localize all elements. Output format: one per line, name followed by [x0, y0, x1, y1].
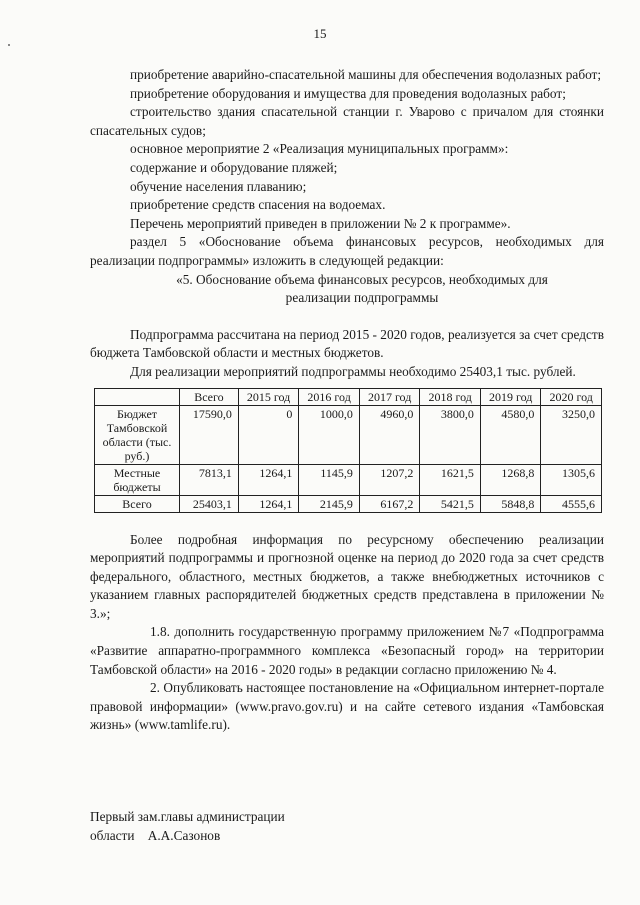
paragraph: обучение населения плаванию;	[130, 178, 307, 194]
section-heading: «5. Обоснование объема финансовых ресурсов, необходимых для	[176, 271, 548, 287]
table-cell: 5848,8	[480, 495, 541, 512]
table-header-cell: 2020 год	[541, 388, 602, 405]
paragraph: Перечень мероприятий приведен в приложении № 2 к программе».	[130, 215, 511, 231]
section-heading: реализации подпрограммы	[285, 290, 439, 306]
row-label: Бюджет Тамбовской области (тыс. руб.)	[95, 405, 180, 464]
table-row	[95, 405, 602, 464]
table-cell: 1145,9	[299, 464, 360, 495]
table-cell: 5421,5	[420, 495, 481, 512]
table-cell: 3250,0	[541, 405, 602, 464]
paragraph: основное мероприятие 2 «Реализация муниципальных программ»:	[130, 141, 509, 157]
paragraph: приобретение аварийно-спасательной машины для обеспечения водолазных работ;	[130, 67, 602, 82]
table-cell: 1264,1	[238, 464, 299, 495]
table-cell: 0	[238, 405, 299, 464]
table-cell: 2145,9	[299, 495, 360, 512]
paragraph: Более подробная информация по ресурсному обеспечению реализации мероприятий подпрограммы и прогнозной оценке на период до 2020 года за счет средств федерального, областного, местных бюджетов, а также внебюджетных источников с указанием главных распорядителей бюджетных средств представлена в приложении № 3.»;	[90, 531, 604, 621]
table-cell: 25403,1	[180, 495, 239, 512]
table-cell: 1621,5	[420, 464, 481, 495]
paragraph: 2. Опубликовать настоящее постановление на «Официальном интернет-портале правовой информации» (www.pravo.gov.ru) и на сайте сетевого издания «Тамбовская жизнь» (www.tamlife.ru).	[90, 680, 604, 733]
table-header-cell	[95, 388, 180, 405]
row-label: Всего	[95, 495, 180, 512]
paragraph: строительство здания спасательной станции г. Уварово с причалом для стоянки спасательных судов;	[90, 104, 604, 138]
signature-block	[90, 808, 285, 845]
table-header-cell: 2017 год	[359, 388, 420, 405]
page-number: 15	[313, 26, 327, 41]
paragraph: раздел 5 «Обоснование объема финансовых ресурсов, необходимых для реализации подпрограммы» изложить в следующей редакции:	[90, 234, 604, 268]
table-header-cell: Всего	[180, 388, 239, 405]
paragraph: приобретение оборудования и имущества для проведения водолазных работ;	[130, 85, 566, 101]
table-row	[95, 495, 602, 512]
signature-title: Первый зам.главы администрации	[90, 809, 285, 824]
table-cell: 1268,8	[480, 464, 541, 495]
table-cell: 1264,1	[238, 495, 299, 512]
table-cell: 4580,0	[480, 405, 541, 464]
paragraph: Для реализации мероприятий подпрограммы необходимо 25403,1 тыс. рублей.	[130, 363, 576, 379]
table-header-cell: 2016 год	[299, 388, 360, 405]
row-label: Местные бюджеты	[95, 464, 180, 495]
table-header-row	[95, 388, 602, 405]
paragraph: 1.8. дополнить государственную программу приложением №7 «Подпрограмма «Развитие аппаратно-программного комплекса «Безопасный город» на территории Тамбовской области» на 2016 - 2020 годы» в редакции согласно приложению № 4.	[90, 624, 604, 677]
table-cell: 3800,0	[420, 405, 481, 464]
table-cell: 17590,0	[180, 405, 239, 464]
paragraph: Подпрограмма рассчитана на период 2015 - 2020 годов, реализуется за счет средств бюджета Тамбовской области и местных бюджетов.	[90, 326, 604, 361]
paragraph: содержание и оборудование пляжей;	[130, 159, 338, 175]
signature-name: области А.А.Сазонов	[90, 827, 221, 843]
table-cell: 4555,6	[541, 495, 602, 512]
table-cell: 1207,2	[359, 464, 420, 495]
table-cell: 6167,2	[359, 495, 420, 512]
document-body	[90, 66, 604, 735]
resource-table	[94, 388, 602, 513]
table-cell: 1000,0	[299, 405, 360, 464]
table-header-cell: 2015 год	[238, 388, 299, 405]
table-header-cell: 2018 год	[420, 388, 481, 405]
scan-speck	[8, 44, 10, 46]
table-header-cell: 2019 год	[480, 388, 541, 405]
paragraph: приобретение средств спасения на водоемах.	[130, 197, 386, 213]
table-cell: 4960,0	[359, 405, 420, 464]
table-cell: 7813,1	[180, 464, 239, 495]
table-cell: 1305,6	[541, 464, 602, 495]
table-row	[95, 464, 602, 495]
